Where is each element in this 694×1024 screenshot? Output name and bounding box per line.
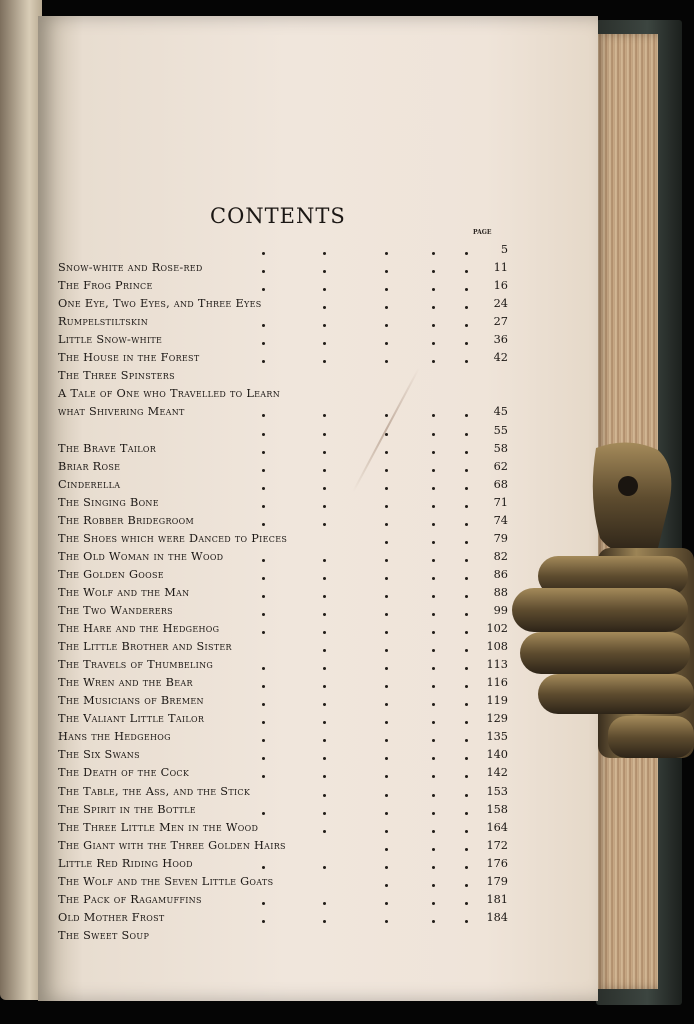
entry-page-number: 74: [493, 513, 508, 527]
entry-page-number: 119: [486, 694, 508, 708]
entry-page-number: 68: [493, 477, 508, 491]
leader-dot: [323, 451, 326, 454]
contents-entry: [58, 875, 508, 893]
leader-dot: [465, 505, 468, 508]
entry-title: Rumpelstiltskin: [58, 315, 149, 329]
contents-entry: [58, 803, 508, 821]
entry-title: The Musicians of Bremen: [58, 694, 204, 708]
leader-dot: [385, 902, 388, 905]
contents-entry: [58, 821, 508, 839]
leader-dot: [432, 252, 435, 255]
leader-dot: [465, 794, 468, 797]
facing-page: [0, 0, 42, 1000]
leader-dot: [465, 920, 468, 923]
entry-title: The Robber Bridegroom: [58, 513, 194, 527]
leader-dot: [262, 433, 265, 436]
contents-entry: [58, 424, 508, 442]
leader-dot: [432, 559, 435, 562]
contents-entry: [58, 586, 508, 604]
leader-dot: [323, 559, 326, 562]
entry-page-number: 158: [486, 802, 508, 816]
contents-entry: [58, 532, 508, 550]
leader-dot: [385, 487, 388, 490]
leader-dot: [323, 433, 326, 436]
brass-hand-bookmark: [508, 438, 694, 768]
leader-dot: [385, 794, 388, 797]
leader-dot: [262, 469, 265, 472]
entry-page-number: 179: [486, 874, 508, 888]
entry-title: The Pack of Ragamuffins: [58, 892, 202, 906]
leader-dot: [432, 848, 435, 851]
leader-dot: [465, 577, 468, 580]
leader-dot: [385, 613, 388, 616]
contents-entry: [58, 478, 508, 496]
leader-dot: [323, 523, 326, 526]
leader-dot: [385, 541, 388, 544]
leader-dot: [432, 451, 435, 454]
contents-entry: [58, 640, 508, 658]
entry-page-number: 108: [486, 640, 508, 654]
contents-entry: [58, 857, 508, 875]
leader-dot: [385, 812, 388, 815]
leader-dot: [262, 523, 265, 526]
leader-dot: [323, 487, 326, 490]
entry-page-number: 82: [493, 549, 508, 563]
entry-title: The Death of the Cock: [58, 766, 190, 780]
contents-entry: [58, 297, 508, 315]
leader-dot: [432, 469, 435, 472]
contents-entry: [58, 387, 508, 405]
entry-page-number: 36: [493, 333, 508, 347]
entry-page-number: 24: [493, 297, 508, 311]
leader-dot: [465, 866, 468, 869]
leader-dot: [432, 866, 435, 869]
contents-entry: [58, 676, 508, 694]
entry-title: Little Red Riding Hood: [58, 856, 193, 870]
entry-title: The Singing Bone: [58, 495, 159, 509]
entry-page-number: 86: [493, 567, 508, 581]
leader-dot: [323, 469, 326, 472]
leader-dot: [465, 613, 468, 616]
entry-title: The Frog Prince: [58, 279, 153, 293]
leader-dot: [465, 469, 468, 472]
leader-dot: [323, 830, 326, 833]
leader-dot: [465, 252, 468, 255]
leader-dot: [385, 848, 388, 851]
leader-dot: [262, 866, 265, 869]
entry-title: The Little Brother and Sister: [58, 640, 232, 654]
entry-page-number: 71: [493, 495, 508, 509]
leader-dot: [262, 613, 265, 616]
leader-dot: [432, 433, 435, 436]
leader-dot: [323, 252, 326, 255]
contents-entry: [58, 929, 508, 947]
leader-dot: [262, 577, 265, 580]
entry-title: The Three Little Men in the Wood: [58, 820, 259, 834]
entry-title: The Sweet Soup: [58, 928, 150, 942]
leader-dot: [262, 559, 265, 562]
leader-dot: [385, 595, 388, 598]
contents-entry: [58, 694, 508, 712]
entry-title: Hans the Hedgehog: [58, 730, 171, 744]
entry-page-number: 142: [486, 766, 508, 780]
contents-entry: [58, 279, 508, 297]
contents-entry: [58, 442, 508, 460]
leader-dot: [465, 523, 468, 526]
leader-dot: [432, 577, 435, 580]
leader-dot: [385, 884, 388, 887]
contents-entry: [58, 460, 508, 478]
leader-dot: [432, 541, 435, 544]
contents-entry: [58, 568, 508, 586]
contents-entry: [58, 369, 508, 387]
entry-page-number: 55: [493, 423, 508, 437]
entry-page-number: 99: [493, 604, 508, 617]
leader-dot: [432, 794, 435, 797]
entry-page-number: 164: [486, 820, 508, 834]
leader-dot: [432, 884, 435, 887]
leader-dot: [385, 451, 388, 454]
entry-title: Snow-white and Rose-red: [58, 261, 203, 275]
leader-dot: [323, 920, 326, 923]
contents-entry: [58, 261, 508, 279]
leader-dot: [465, 541, 468, 544]
entry-title: One Eye, Two Eyes, and Three Eyes: [58, 297, 262, 311]
leader-dot: [262, 812, 265, 815]
entry-title: The Wolf and the Seven Little Goats: [58, 874, 274, 888]
leader-dot: [385, 433, 388, 436]
contents-entry: [58, 243, 508, 261]
entry-page-number: 153: [486, 784, 508, 798]
leader-dot: [323, 577, 326, 580]
entry-page-number: 140: [486, 748, 508, 762]
entry-page-number: 27: [493, 315, 508, 329]
contents-entry: [58, 514, 508, 532]
contents-entry: [58, 748, 508, 766]
contents-entry: [58, 351, 508, 369]
entry-page-number: 129: [486, 712, 508, 726]
entry-page-number: 11: [493, 261, 508, 275]
leader-dot: [262, 487, 265, 490]
leader-dot: [465, 902, 468, 905]
leader-dot: [465, 433, 468, 436]
leader-dot: [262, 595, 265, 598]
leader-dot: [432, 595, 435, 598]
entry-page-number: 42: [493, 351, 508, 365]
entry-title: The Wolf and the Man: [58, 585, 190, 599]
leader-dot: [432, 523, 435, 526]
entry-title: The Shoes which were Danced to Pieces: [58, 531, 288, 545]
leader-dot: [323, 613, 326, 616]
leader-dot: [385, 830, 388, 833]
leader-dot: [385, 920, 388, 923]
entry-title: The Wren and the Bear: [58, 676, 193, 690]
entry-page-number: 58: [493, 441, 508, 455]
leader-dot: [465, 884, 468, 887]
leader-dot: [432, 613, 435, 616]
leader-dot: [465, 595, 468, 598]
contents-entry: [58, 730, 508, 748]
entry-page-number: 45: [493, 405, 508, 419]
leader-dot: [385, 469, 388, 472]
contents-entry: [58, 766, 508, 784]
entry-title: The Brave Tailor: [58, 441, 157, 455]
entry-page-number: 172: [486, 838, 508, 852]
leader-dot: [385, 866, 388, 869]
entry-title: The Table, the Ass, and the Stick: [58, 784, 251, 798]
leader-dot: [465, 830, 468, 833]
entry-title: The Valiant Little Tailor: [58, 712, 205, 726]
leader-dot: [323, 902, 326, 905]
leader-dot: [323, 812, 326, 815]
leader-dot: [432, 812, 435, 815]
entry-title: The Golden Goose: [58, 567, 164, 581]
entry-title: what Shivering Meant: [58, 405, 185, 419]
entry-page-number: 176: [486, 856, 508, 870]
contents-entry: [58, 604, 508, 622]
leader-dot: [262, 902, 265, 905]
entry-page-number: 184: [486, 910, 508, 924]
leader-dot: [432, 487, 435, 490]
entry-page-number: 116: [486, 676, 508, 690]
contents-entry: [58, 658, 508, 676]
leader-dot: [262, 920, 265, 923]
leader-dot: [432, 505, 435, 508]
leader-dot: [432, 830, 435, 833]
leader-dot: [432, 902, 435, 905]
contents-heading: CONTENTS: [210, 204, 346, 228]
entry-title: The Two Wanderers: [58, 604, 173, 617]
leader-dot: [465, 812, 468, 815]
entry-title: The Hare and the Hedgehog: [58, 622, 220, 636]
page-column-label: PAGE: [473, 229, 492, 236]
leader-dot: [323, 505, 326, 508]
leader-dot: [385, 505, 388, 508]
contents-entry: [58, 405, 508, 423]
entry-title: The Three Spinsters: [58, 369, 175, 383]
leader-dot: [323, 595, 326, 598]
leader-dot: [262, 451, 265, 454]
contents-entry: [58, 785, 508, 803]
entry-page-number: 5: [500, 243, 508, 256]
leader-dot: [465, 487, 468, 490]
entry-title: A Tale of One who Travelled to Learn: [58, 387, 280, 401]
contents-entry: [58, 315, 508, 333]
contents-entry: [58, 550, 508, 568]
leader-dot: [385, 577, 388, 580]
leader-dot: [262, 252, 265, 255]
entry-page-number: 181: [486, 892, 508, 906]
contents-entry: [58, 496, 508, 514]
leader-dot: [385, 523, 388, 526]
leader-dot: [385, 252, 388, 255]
contents-entry: [58, 333, 508, 351]
entry-title: The Old Woman in the Wood: [58, 549, 224, 563]
entry-title: Cinderella: [58, 477, 121, 491]
entry-title: The Giant with the Three Golden Hairs: [58, 838, 286, 852]
entry-page-number: 135: [486, 730, 508, 744]
entry-title: The Travels of Thumbeling: [58, 658, 214, 672]
leader-dot: [262, 505, 265, 508]
contents-entry: [58, 911, 508, 929]
entry-title: Little Snow-white: [58, 333, 163, 347]
contents-entry: [58, 712, 508, 730]
entry-title: The Six Swans: [58, 748, 140, 762]
leader-dot: [323, 866, 326, 869]
entry-title: The House in the Forest: [58, 351, 200, 365]
contents-entry: [58, 839, 508, 857]
entry-title: Old Mother Frost: [58, 910, 165, 924]
contents-entry: [58, 622, 508, 640]
entry-page-number: 88: [493, 585, 508, 599]
entry-title: Briar Rose: [58, 459, 121, 473]
leader-dot: [465, 848, 468, 851]
entry-page-number: 113: [486, 658, 508, 672]
leader-dot: [432, 920, 435, 923]
contents-entry: [58, 893, 508, 911]
entry-page-number: 16: [493, 279, 508, 293]
entry-page-number: 79: [493, 531, 508, 545]
leader-dot: [465, 451, 468, 454]
entry-page-number: 62: [493, 459, 508, 473]
leader-dot: [323, 794, 326, 797]
entry-title: The Spirit in the Bottle: [58, 802, 196, 816]
leader-dot: [385, 559, 388, 562]
leader-dot: [465, 559, 468, 562]
entry-page-number: 102: [486, 622, 508, 636]
